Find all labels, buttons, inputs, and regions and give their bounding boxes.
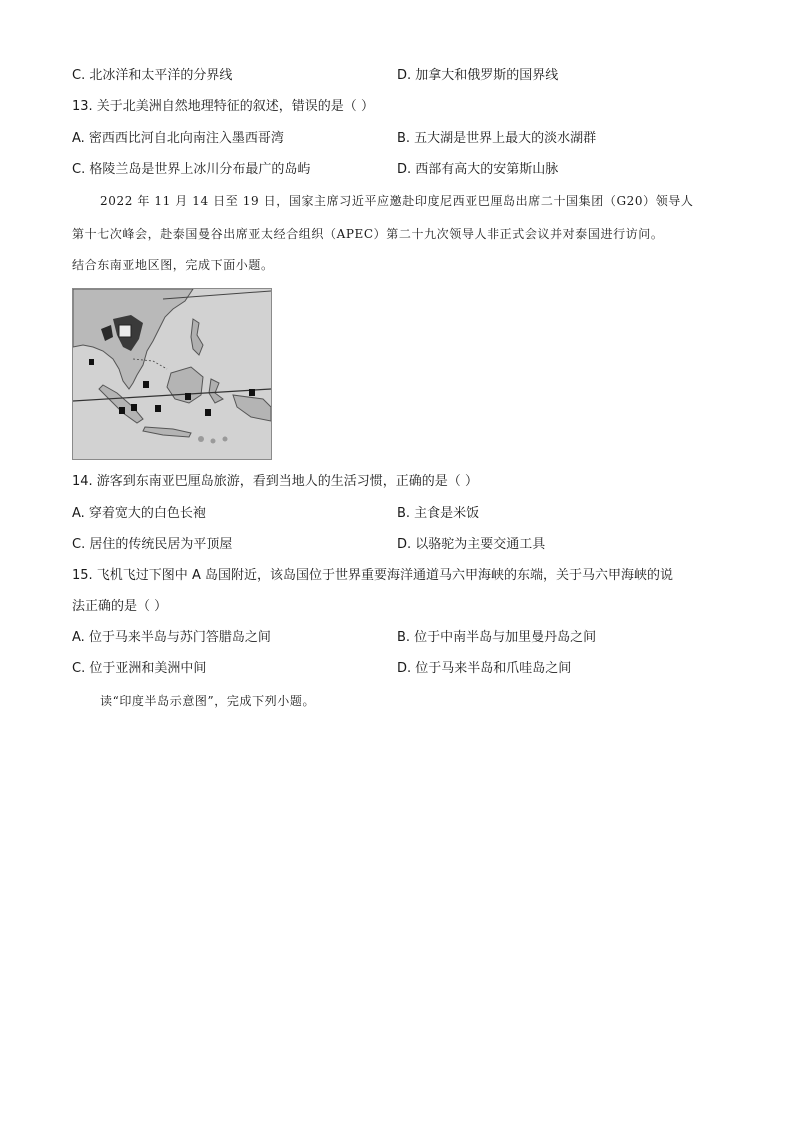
q15-option-d: D. 位于马来半岛和爪哇岛之间 [397,661,572,676]
q13-option-b: B. 五大湖是世界上最大的淡水湖群 [397,131,597,146]
q12-option-d: D. 加拿大和俄罗斯的国界线 [397,68,559,83]
q14-stem: 14. 游客到东南亚巴厘岛旅游，看到当地人的生活习惯，正确的是（ ） [72,474,478,489]
q12-option-c: C. 北冰洋和太平洋的分界线 [72,68,233,83]
q15-option-c: C. 位于亚洲和美洲中间 [72,661,207,676]
q15-stem-line-1: 15. 飞机飞过下图中 A 岛国附近，该岛国位于世界重要海洋通道马六甲海峡的东端，关于马六甲海峡的说 [72,568,673,583]
q15-stem-line-2: 法正确的是（ ） [72,599,168,614]
q15-option-a: A. 位于马来半岛与苏门答腊岛之间 [72,630,271,645]
q13-option-d: D. 西部有高大的安第斯山脉 [397,162,559,177]
passage-line-1: 2022 年 11 月 14 日至 19 日，国家主席习近平应邀赴印度尼西亚巴厘岛出席二十国集团（G20）领导人 [100,194,694,208]
passage-line-3: 结合东南亚地区图，完成下面小题。 [72,258,274,272]
closing-instruction: 读“印度半岛示意图”，完成下列小题。 [100,694,316,708]
q14-option-d: D. 以骆驼为主要交通工具 [397,537,546,552]
southeast-asia-map-icon [73,289,271,459]
q14-option-c: C. 居住的传统民居为平顶屋 [72,537,233,552]
q13-option-c: C. 格陵兰岛是世界上冰川分布最广的岛屿 [72,162,311,177]
q15-option-b: B. 位于中南半岛与加里曼丹岛之间 [397,630,597,645]
southeast-asia-map [72,288,272,460]
q13-stem: 13. 关于北美洲自然地理特征的叙述，错误的是（ ） [72,99,374,114]
q14-option-b: B. 主食是米饭 [397,506,480,521]
q14-option-a: A. 穿着宽大的白色长袍 [72,506,206,521]
passage-line-2: 第十七次峰会，赴泰国曼谷出席亚太经合组织（APEC）第二十九次领导人非正式会议并对泰国进行访问。 [72,227,664,241]
q13-option-a: A. 密西西比河自北向南注入墨西哥湾 [72,131,284,146]
